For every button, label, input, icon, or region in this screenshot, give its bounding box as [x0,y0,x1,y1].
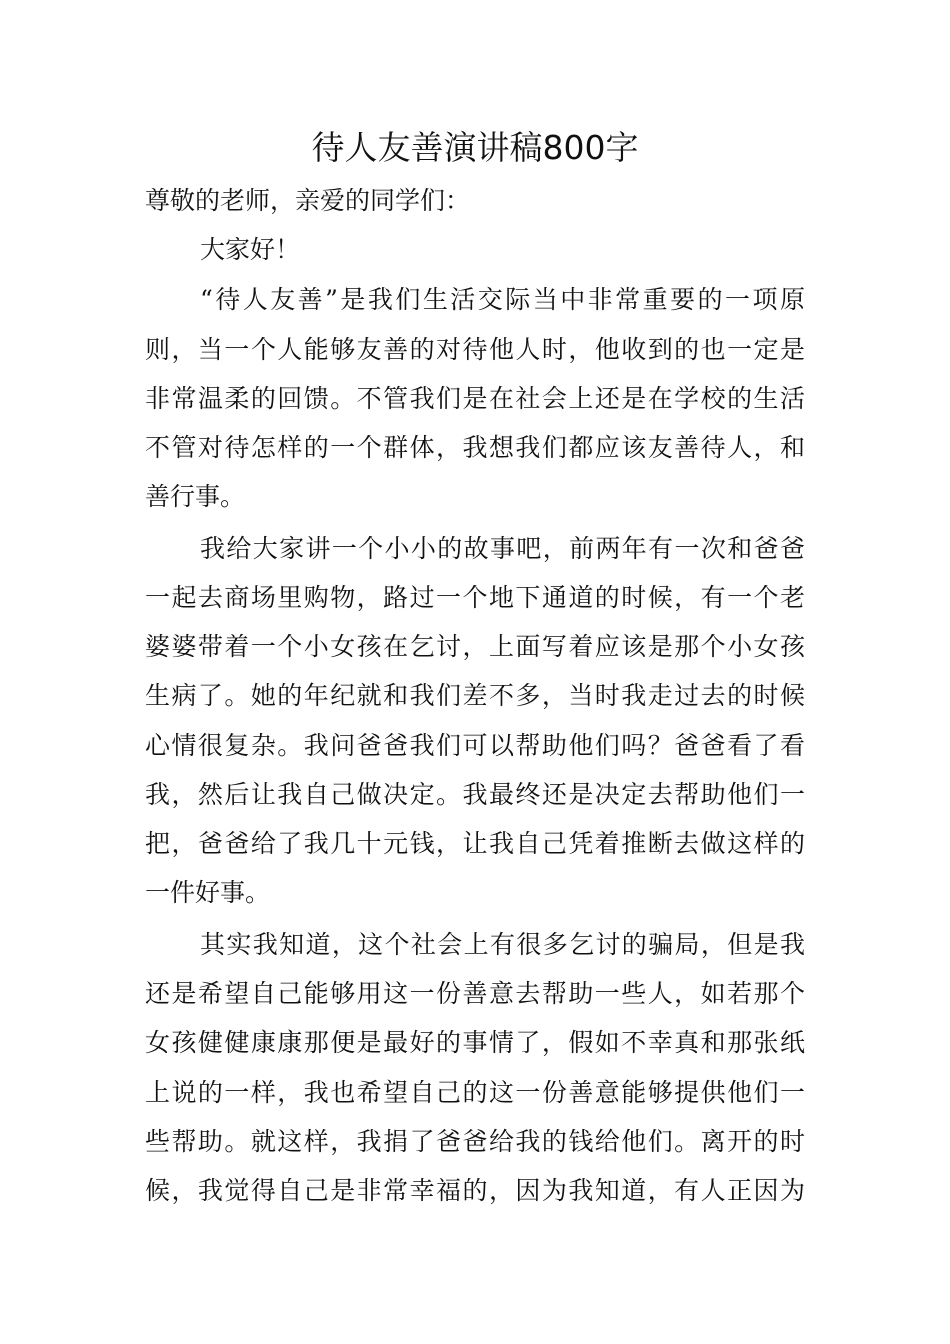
paragraph-3-line-6: 候，我觉得自己是非常幸福的，因为我知道，有人正因为 [145,1176,805,1205]
paragraph-3-line-5: 些帮助。就这样，我捐了爸爸给我的钱给他们。离开的时 [145,1127,805,1156]
paragraph-2-line-7: 把，爸爸给了我几十元钱，让我自己凭着推断去做这样的 [145,829,805,858]
document-title: 待人友善演讲稿800字 [311,128,639,167]
paragraph-1-line-2: 则，当一个人能够友善的对待他人时，他收到的也一定是 [145,335,805,364]
paragraph-1-line-5: 善行事。 [145,482,246,511]
paragraph-2-line-1: 我给大家讲一个小小的故事吧，前两年有一次和爸爸 [200,534,805,563]
paragraph-3-line-3: 女孩健健康康那便是最好的事情了，假如不幸真和那张纸 [145,1028,805,1057]
paragraph-2-line-3: 婆婆带着一个小女孩在乞讨，上面写着应该是那个小女孩 [145,632,805,661]
paragraph-1-line-1: “待人友善”是我们生活交际当中非常重要的一项原 [200,285,805,314]
greeting-line: 大家好！ [200,235,301,264]
paragraph-2-line-2: 一起去商场里购物，路过一个地下通道的时候，有一个老 [145,583,805,612]
paragraph-2-line-5: 心情很复杂。我问爸爸我们可以帮助他们吗？爸爸看了看 [145,731,805,760]
paragraph-3-line-1: 其实我知道，这个社会上有很多乞讨的骗局，但是我 [200,930,805,959]
paragraph-1-line-3: 非常温柔的回馈。不管我们是在社会上还是在学校的生活 [145,384,805,413]
paragraph-2-line-4: 生病了。她的年纪就和我们差不多，当时我走过去的时候 [145,681,805,710]
paragraph-3-line-4: 上说的一样，我也希望自己的这一份善意能够提供他们一 [145,1078,805,1107]
paragraph-2-line-8: 一件好事。 [145,878,271,907]
paragraph-3-line-2: 还是希望自己能够用这一份善意去帮助一些人，如若那个 [145,979,805,1008]
salutation-line: 尊敬的老师，亲爱的同学们： [145,186,471,215]
paragraph-2-line-6: 我，然后让我自己做决定。我最终还是决定去帮助他们一 [145,780,805,809]
paragraph-1-line-4: 不管对待怎样的一个群体，我想我们都应该友善待人，和 [145,433,805,462]
